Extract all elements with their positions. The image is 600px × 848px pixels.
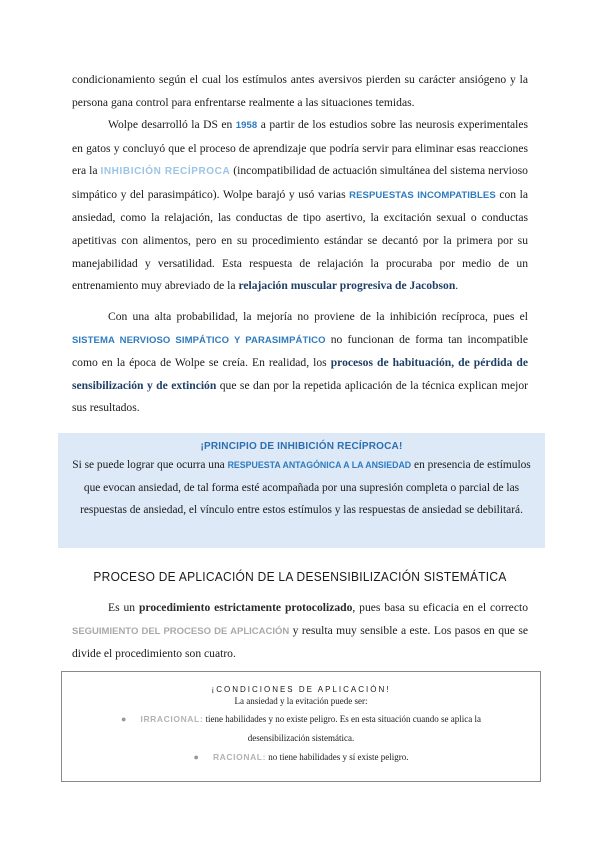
bullet-icon: ● <box>193 752 199 762</box>
item-text: no tiene habilidades y sí existe peligro. <box>266 752 409 762</box>
highlight-reciprocal-inhibition: INHIBICIÓN RECÍPROCA <box>100 166 231 178</box>
paragraph-protocol <box>72 597 528 666</box>
list-item <box>62 710 540 748</box>
text-run: con la ansiedad, como la relajación, las conductas de tipo asertivo, la excitación sexual o conductas apetitivas con alimentos, pero en su procedimiento estándar se decantó por la primera por su manejabilidad y versatilidad. Esta respuesta de relajación la procuraba por medio de un entrenamiento muy abreviado de la <box>72 187 528 293</box>
text-run: Es un <box>108 601 139 614</box>
item-text-continued: desensibilización sistemática. <box>247 733 355 743</box>
section-heading: PROCESO DE APLICACIÓN DE LA DESENSIBILIZACIÓN SISTEMÁTICA <box>93 569 507 584</box>
text-run: Wolpe desarrolló la DS en <box>108 118 236 131</box>
paragraph-wolpe <box>72 114 528 298</box>
paragraph-probability <box>72 306 528 420</box>
strong-processes: procesos de habituación, de pérdida de sensibilización y de extinción <box>72 356 529 392</box>
highlight-antagonistic-response: RESPUESTA ANTAGÓNICA A LA ANSIEDAD <box>227 460 412 470</box>
conditions-box <box>61 671 541 782</box>
highlight-year: 1958 <box>235 120 258 131</box>
paragraph-conditioning <box>72 69 528 114</box>
item-label: IRRACIONAL: <box>140 714 204 724</box>
paragraph-text: condicionamiento según el cual los estímulos antes aversivos pierden su carácter ansiógeno y la persona gana control para enfrentarse realmente a las situaciones temidas. <box>72 73 528 109</box>
strong-protocol: procedimiento estrictamente protocolizado <box>138 601 353 614</box>
text-run: , pues basa su eficacia en el correcto <box>352 601 528 614</box>
list-item <box>62 748 540 767</box>
item-label: RACIONAL: <box>212 752 267 762</box>
text-run: que se dan por la repetida aplicación de la técnica explican mejor sus resultados. <box>72 378 528 415</box>
highlight-nervous-system: SISTEMA NERVIOSO SIMPÁTICO Y PARASIMPÁTICO <box>72 334 326 346</box>
text-run: en presencia de estímulos que evocan ansiedad, de tal forma esté acompañada por una supresión completa o parcial de las respuestas de ansiedad, el vínculo entre estos estímulos y las respuestas de ansiedad se debilitará. <box>80 459 531 516</box>
conditions-subtitle: La ansiedad y la evitación puede ser: <box>234 696 368 706</box>
text-run: . <box>455 279 459 293</box>
principle-callout-box <box>58 433 545 548</box>
text-run: Si se puede lograr que ocurra una <box>72 459 228 471</box>
item-text: tiene habilidades y no existe peligro. Es en esta situación cuando se aplica la <box>203 714 481 724</box>
conditions-title: ¡CONDICIONES DE APLICACIÓN! <box>211 685 391 694</box>
principle-body <box>72 454 531 522</box>
bullet-icon: ● <box>121 714 127 724</box>
text-run: (incompatibilidad de actuación simultánea del sistema nervioso simpático y del parasimpático). Wolpe barajó y usó varias <box>72 164 528 201</box>
principle-title: ¡PRINCIPIO DE INHIBICIÓN RECÍPROCA! <box>200 441 403 452</box>
strong-jacobson: relajación muscular progresiva de Jacobson <box>238 279 456 293</box>
text-run: y resulta muy sensible a este. Los pasos en que se divide el procedimiento son cuatro. <box>72 623 529 661</box>
highlight-process-follow-up: SEGUIMIENTO DEL PROCESO DE APLICACIÓN <box>72 625 290 637</box>
text-run: a partir de los estudios sobre las neurosis experimentales en gatos y concluyó que el proceso de aprendizaje que podría servir para eliminar esas reacciones era la <box>72 118 528 178</box>
text-run: no funcionan de forma tan incompatible como en la época de Wolpe se creía. En realidad, los <box>72 332 528 370</box>
highlight-incompatible-responses: RESPUESTAS INCOMPATIBLES <box>349 189 496 201</box>
text-run: Con una alta probabilidad, la mejoría no proviene de la inhibición recíproca, pues el <box>108 310 528 323</box>
